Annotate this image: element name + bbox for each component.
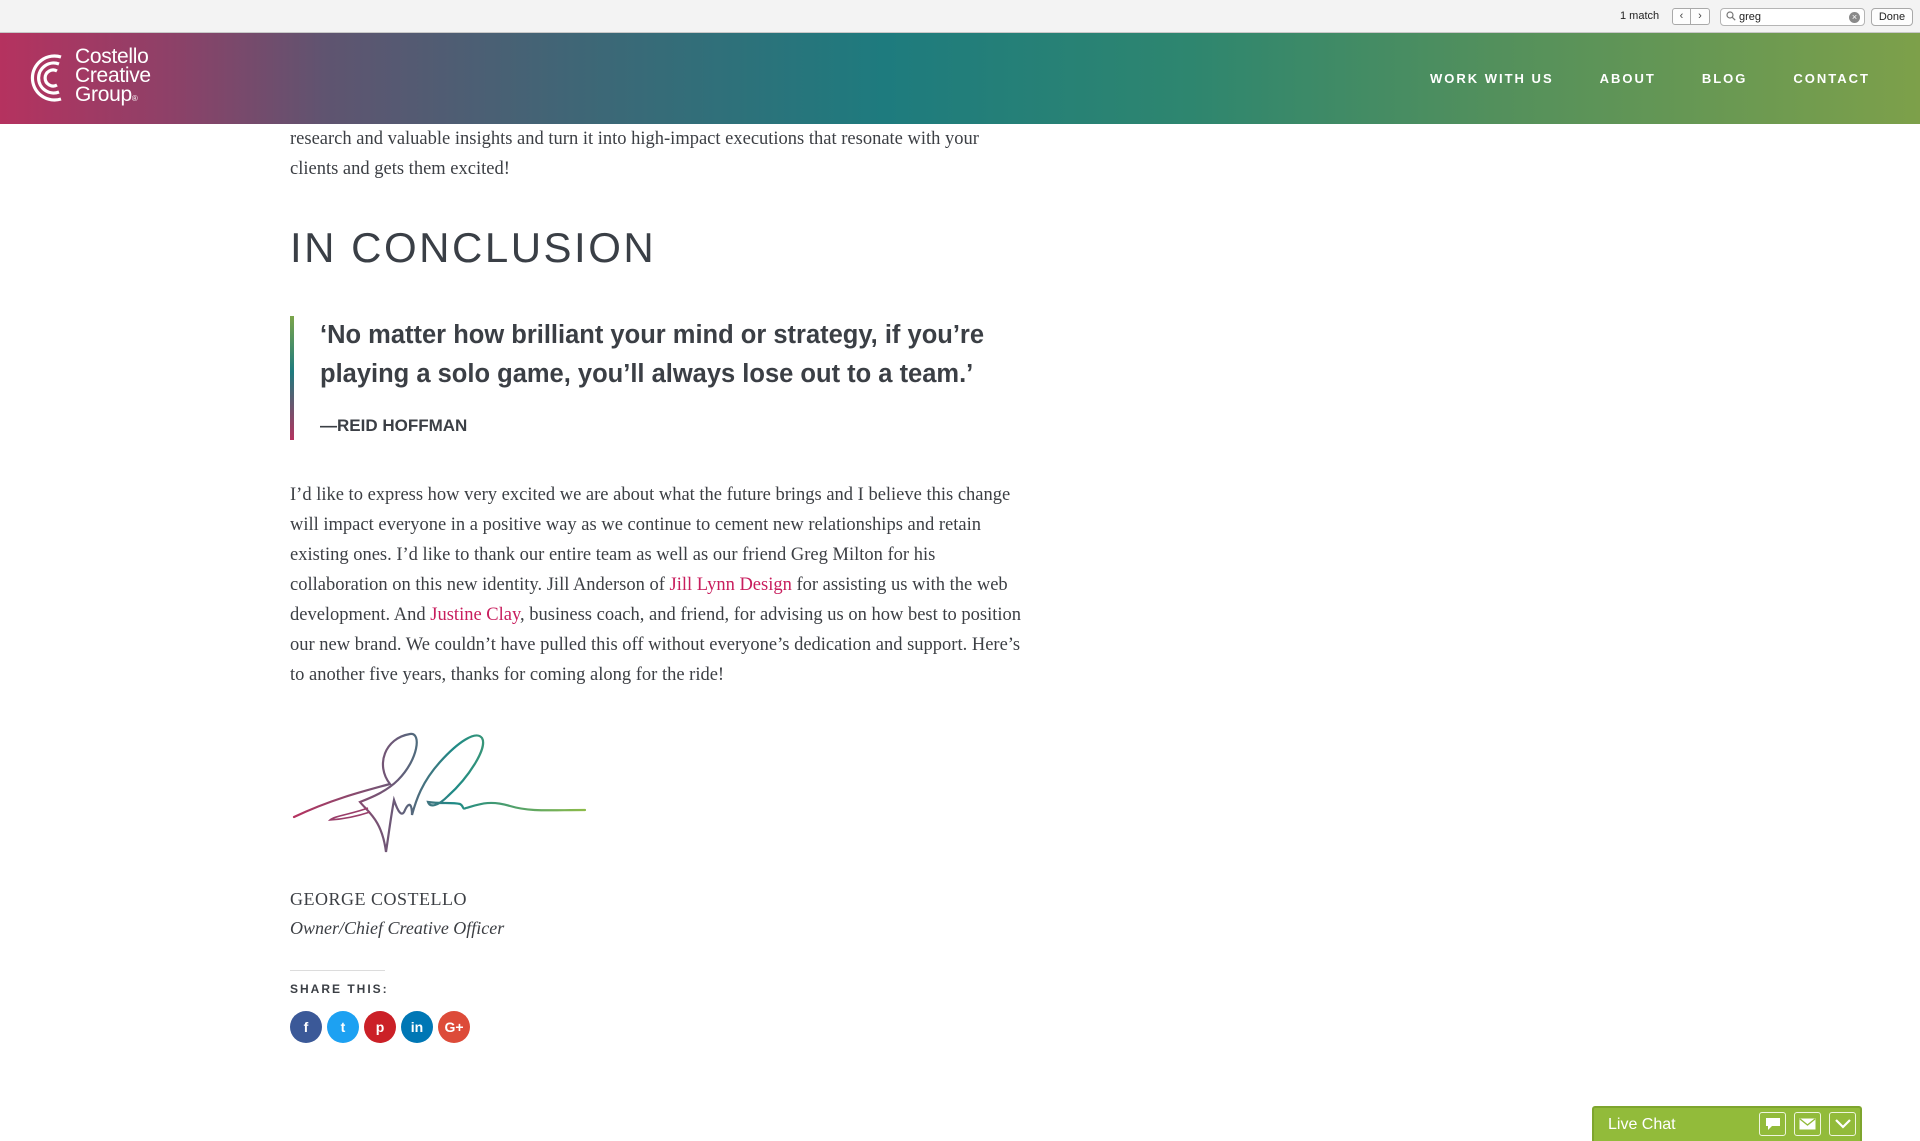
closing-paragraph [290, 480, 1035, 690]
body-text-3: , business coach, and friend, for advising us on how best to position our new brand. We couldn’t have pulled this off without everyone’s dedication and support. Here’s to another five years, thanks for coming along for the ride! [290, 605, 1022, 685]
body-text-1: I’d like to express how very excited we are about what the future brings and I believe this change will impact everyone in a positive way as we continue to cement new relationships and retain existing ones. I’d like to thank our entire team as well as our friend Greg Milton for his collaboration on this new identity. Jill Anderson of [290, 485, 1011, 595]
find-bar [0, 0, 1920, 33]
pull-quote [290, 316, 1030, 440]
pinterest-share-button[interactable] [364, 1011, 396, 1043]
signature-image [290, 720, 588, 868]
chevron-right-icon: › [1698, 10, 1702, 22]
nav-contact[interactable]: CONTACT [1793, 71, 1870, 86]
find-search-box[interactable] [1720, 8, 1865, 26]
find-search-input[interactable] [1739, 10, 1844, 24]
find-next-button[interactable] [1691, 8, 1710, 25]
pinterest-icon: p [375, 1019, 385, 1035]
live-chat-actions [1751, 1112, 1856, 1136]
facebook-share-button[interactable] [290, 1011, 322, 1043]
quote-text: ‘No matter how brilliant your mind or strategy, if you’re playing a solo game, you’ll always lose out to a team.’ [320, 321, 985, 388]
site-logo[interactable] [28, 47, 151, 108]
quote-accent-bar [290, 316, 294, 440]
find-previous-button[interactable] [1672, 8, 1691, 25]
author-name: GEORGE COSTELLO [290, 889, 467, 909]
find-done-button[interactable]: Done [1871, 8, 1913, 26]
jill-lynn-design-link[interactable]: Jill Lynn Design [669, 575, 792, 595]
share-label: SHARE THIS: [290, 982, 389, 996]
logo-line-3: Group [75, 83, 132, 106]
chevron-down-icon [1835, 1119, 1851, 1129]
find-nav [1672, 8, 1710, 25]
linkedin-icon: in [410, 1019, 424, 1035]
facebook-icon: f [303, 1019, 309, 1035]
body-text-2: for assisting us with the web development. And [290, 575, 1008, 625]
google-plus-share-button[interactable] [438, 1011, 470, 1043]
envelope-icon [1799, 1118, 1816, 1130]
quote-citation: —REID HOFFMAN [320, 416, 468, 435]
nav-work-with-us[interactable]: WORK WITH US [1429, 71, 1554, 86]
linkedin-share-button[interactable] [401, 1011, 433, 1043]
clear-search-icon[interactable]: × [1849, 12, 1860, 23]
live-chat-label: Live Chat [1608, 1116, 1676, 1133]
live-chat-widget[interactable] [1592, 1106, 1862, 1141]
twitter-share-button[interactable] [327, 1011, 359, 1043]
email-button[interactable] [1794, 1112, 1821, 1136]
minimize-chat-button[interactable] [1829, 1112, 1856, 1136]
site-header [0, 33, 1920, 124]
find-match-count: 1 match [1620, 10, 1660, 22]
nav-about[interactable]: ABOUT [1599, 71, 1656, 86]
main-nav [1384, 71, 1870, 86]
logo-line-1: Costello [75, 45, 149, 68]
chat-bubble-icon [1765, 1117, 1781, 1131]
author-title: Owner/Chief Creative Officer [290, 918, 505, 938]
registered-mark: ® [131, 94, 138, 103]
search-icon [1726, 11, 1736, 21]
article-intro [290, 124, 1030, 184]
justine-clay-link[interactable]: Justine Clay [430, 605, 521, 625]
logo-line-2: Creative [75, 64, 151, 87]
nav-blog[interactable]: BLOG [1701, 71, 1748, 86]
share-divider [290, 970, 385, 971]
share-buttons [290, 1011, 475, 1043]
twitter-icon: t [340, 1019, 346, 1035]
logo-wordmark [75, 47, 151, 108]
chat-bubble-button[interactable] [1759, 1112, 1786, 1136]
chevron-left-icon: ‹ [1679, 10, 1684, 22]
intro-paragraph: research and valuable insights and turn it into high-impact executions that resonate with your clients and gets them excited! [290, 129, 979, 179]
logo-c-mark-icon [28, 49, 70, 107]
google-plus-icon: G+ [444, 1019, 464, 1035]
section-heading: IN CONCLUSION [290, 224, 657, 271]
